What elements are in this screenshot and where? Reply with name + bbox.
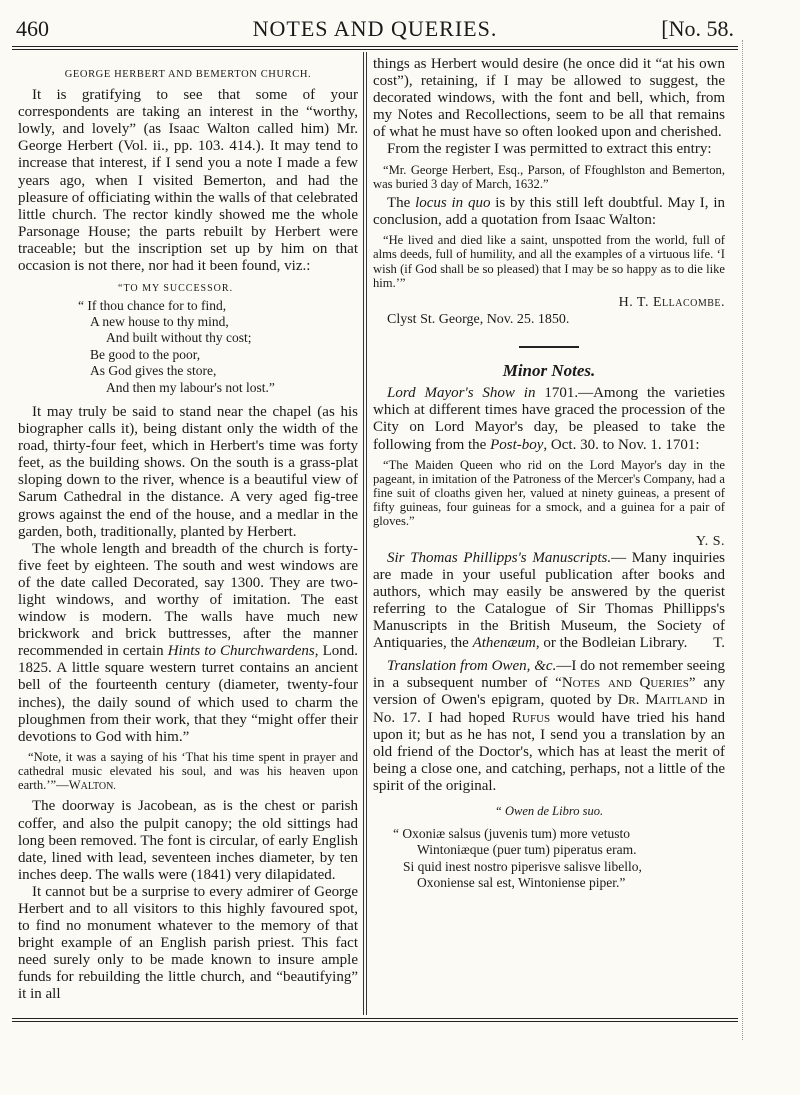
poem-line: “ If thou chance for to find,	[78, 297, 227, 313]
paragraph: Sir Thomas Phillipps's Manuscripts.— Many inquiries are made in your useful publication after books and authors, which may easily be answered by the querist referring to the Catalogue of Sir Thomas Phillipps's Manuscripts in the British Museum, the Society of Antiquaries, the Athenæum, or the Bodleian Library. T.	[373, 549, 725, 652]
column-rule	[363, 52, 364, 1015]
footer-rule	[12, 1018, 738, 1019]
paragraph: things as Herbert would desire (he once did it “at his own cost”), retaining, if I may be allowed to suggest, the decorated windows, with the font and bell, which, from my Notes and Recollections, seem to be all that remains of what he must have so often looked upon and cherished.	[373, 56, 725, 141]
poem-title: “TO MY SUCCESSOR.	[118, 283, 234, 295]
section-divider	[519, 346, 579, 348]
footnote-quote: “Note, it was a saying of his ‘That his time spent in prayer and cathedral music elevated his soul, and was his heaven upon earth.’”—WALTON.	[18, 749, 358, 793]
poem-line: And built without thy cost;	[106, 330, 252, 346]
paragraph: It may truly be said to stand near the chapel (as his biographer calls it), being distant only the width of the road, thirty-four feet, which in Herbert's time was forty feet, as the building shows. On the south is a grass-plat sloping down to the river, whence is a beautiful view of Sarum Cathedral in the distance. A very aged fig-tree grows against the end of the house, and a medlar in the garden, both, traditionally, planted by Herbert.	[18, 403, 358, 540]
paragraph: From the register I was permitted to extract this entry:	[387, 141, 712, 158]
signature: Y. S.	[695, 533, 725, 549]
article-heading: GEORGE HERBERT AND BEMERTON CHURCH.	[64, 69, 312, 80]
left-column	[18, 56, 358, 1004]
epigram-title: “ Owen de Libro suo.	[494, 804, 604, 819]
poem-line: As God gives the store,	[90, 363, 217, 379]
poem-line: And then my labour's not lost.”	[106, 379, 275, 395]
paragraph: Lord Mayor's Show in 1701.—Among the varieties which at different times have graced the procession of the City on Lord Mayor's day, be pleased to take the following from the Post-boy, Oct. 30. to Nov. 1. 1701:	[373, 385, 725, 453]
section-heading: Minor Notes.	[502, 361, 596, 381]
column-rule-double	[366, 52, 367, 1015]
header-rule	[12, 46, 738, 47]
signature: T.	[713, 635, 725, 652]
journal-title: NOTES AND QUERIES.	[252, 16, 498, 41]
dateline: Clyst St. George, Nov. 25. 1850.	[387, 312, 570, 328]
verse-line: Oxoniense sal est, Wintoniense piper.”	[417, 874, 626, 890]
quote: “The Maiden Queen who rid on the Lord Mayor's day in the pageant, in imitation of the Patroness of the Mercer's Company, had a fine suit of cloaths given her, valued at ninety guineas, a present of fifty guineas, four guineas for a smock, and a guinea for a pair of gloves.”	[373, 457, 725, 529]
header-rule-double	[12, 49, 738, 50]
paragraph: The doorway is Jacobean, as is the chest or parish coffer, and also the pulpit canopy; the old sittings had long been removed. The font is circular, of early English date, lined with lead, seventeen inches diameter, by ten inches deep. The walls were (1841) very dilapidated.	[18, 798, 358, 883]
paragraph: It cannot but be a surprise to every admirer of George Herbert and to all visitors to this highly favoured spot, to find no monument whatever to the memory of that bright example of an English parish priest. This fact need surely only to be made known to insure ample funds for rebuilding the little church, and “beautifying” it in all	[18, 883, 358, 1003]
page-number: 460	[16, 16, 49, 41]
verse-line: “ Oxoniæ salsus (juvenis tum) more vetusto	[393, 826, 630, 842]
walton-quote: “He lived and died like a saint, unspotted from the world, full of alms deeds, full of humility, and all the examples of a virtuous life. ‘I wish (if God shall be so pleased) that I may be so happy as to die like him.’”	[373, 233, 725, 290]
right-column	[373, 56, 725, 891]
paragraph: Translation from Owen, &c.—I do not remember seeing in a subsequent number of “Notes and Queries” any version of Owen's epigram, quoted by Dr. Maitland in No. 17. I had hoped Rufus would have tried his hand upon it; but as he has not, I send you a translation by an old friend of the Doctor's, which has at least the merit of being a close one, and catching, perhaps, not a little of the spirit of the original.	[373, 658, 726, 794]
poem-line: Be good to the poor,	[90, 346, 201, 362]
paragraph: It is gratifying to see that some of your correspondents are taking an interest in the “worthy, lowly, and lovely” (as Isaac Walton called him) Mr. George Herbert (Vol. ii., pp. 103. 414.). It may tend to increase that interest, if I send you a note I made a few years ago, when I visited Bemerton, and had the pleasure of officiating within the walls of that celebrated little church. The rector kindly showed me the whole Parsonage House; the parts rebuilt by Herbert were traceable; but the inscription set up by him on that occasion is not there, nor had it been found, viz.:	[18, 87, 358, 275]
issue-number: [No. 58.	[661, 16, 734, 41]
footer-rule-double	[12, 1021, 738, 1022]
signature: H. T. Ellacombe.	[618, 294, 725, 310]
page-header	[12, 12, 738, 46]
verse-line: Wintoniæque (puer tum) piperatus eram.	[417, 842, 637, 858]
paragraph: The locus in quo is by this still left doubtful. May I, in conclusion, add a quotation from Isaac Walton:	[373, 194, 725, 229]
register-quote: “Mr. George Herbert, Esq., Parson, of Ffoughlston and Bemerton, was buried 3 day of March, 1632.”	[373, 162, 725, 191]
poem-line: A new house to thy mind,	[90, 313, 229, 329]
poem	[78, 281, 358, 396]
verse-line: Si quid inest nostro piperisve salisve libello,	[403, 858, 642, 874]
page-edge	[742, 40, 743, 1040]
latin-epigram	[393, 826, 725, 891]
paragraph: The whole length and breadth of the church is forty-five feet by eighteen. The south and west windows are of the date called Decorated, say 1300. They are two-light windows, and worthy of imitation. The east window is modern. The walls have much new brickwork and brick buttresses, after the manner recommended in certain Hints to Churchwardens, Lond. 1825. A little square western turret contains an ancient bell of the fourteenth century (diameter, twenty-four inches), the daily sound of which used to charm the ploughmen from their work, that they “might offer their devotions to God with him.”	[18, 540, 358, 745]
